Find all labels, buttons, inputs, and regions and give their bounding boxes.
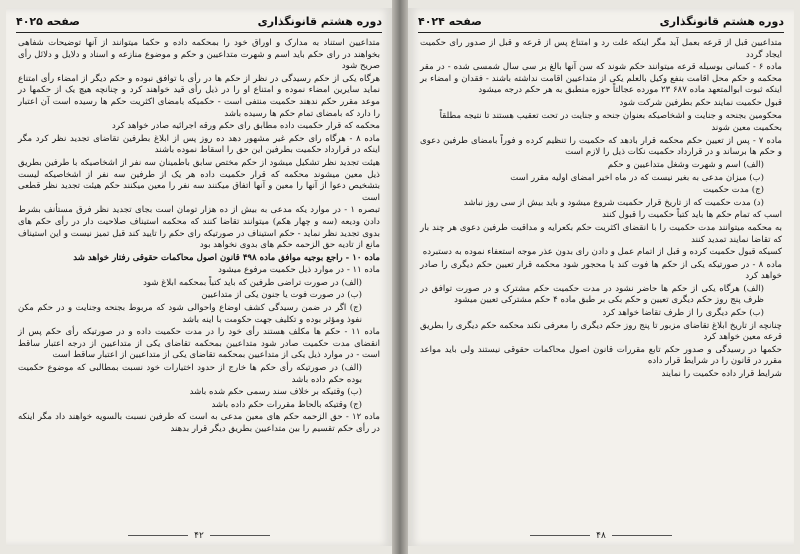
paragraph: به محکمه میتوانند مدت حکمیت را با انقضای اکثریت حکم بکعرایه و مداقیت طرفین دعوی هر چند بار که تقاضا نمایند تمدید کنند: [420, 222, 782, 245]
paragraph: ماده ۱۱ - در موارد ذیل حکمیت مرفوع میشود: [218, 265, 380, 276]
list-item: (ج) اگر در ضمن رسیدگی کشف اوضاع واحوالی شود که مربوط بجنحه وجنایت و در حکم مکن نفوذ ومؤثر بوده و تکلیف جهت حکومت با اینه باشد: [18, 303, 362, 325]
list-item: (الف) در صورت تراضی طرفین که باید کتباً بمحکمه ابلاغ شود: [143, 277, 362, 288]
list-item: (د) مدت حکمیت که از تاریخ قرار حکمیت شروع میشود و باید بیش از سی روز نباشد: [463, 197, 764, 208]
paragraph: شرایط قرار داده حکمیت را نمایند: [661, 369, 782, 380]
paragraph: تبصره ۱ - در موارد یکه مدعی به بیش از ده هزار تومان است بجای تجدید نظر فرق مستأنف بشرط دادن ودیعه (سه و چهار هکم) میتوانند تقاضا کنند که محکمه استیناف صلاحیت دار در رأی حکم های بدوی تجدید نظر نماید - حکم استیناف در صورتیکه رای حکم را تایید کند قبل تمیز نیست و این استیناف مانع از تادیه حق الزحمه حکم های بدوی نخواهد بود: [18, 205, 380, 251]
list-item: (ب) در صورت فوت یا جنون یکی از متداعیین: [201, 290, 362, 301]
left-header-rule: [16, 32, 382, 33]
article-heading: ماده ۱۰ - راجع بوجیه موافق ماده ۴۹۸ قانون اصول محاکمات حقوقی رفتار خواهد شد: [73, 252, 380, 263]
paragraph: ماده ۱۲ - حق الزحمه حکم های معین مدعی به است که طرفین نسبت بالسویه خواهند داد مگر اینکه در رأی حکم تقسیم را بین متداعیین بطریق دیگر قرار بدهند: [18, 412, 380, 434]
left-page-body: [18, 38, 380, 526]
paragraph: ماده ۸ - هرگاه رای حکم غیر مشهور دهد ده روز پس از ابلاغ بطرفین تقاضای تجدید نظر کرد مگر اینکه در قرارداد حکمیت بطرفین این حق را اسقاط نموده باشند: [18, 133, 380, 156]
paragraph: کسیکه قبول حکمیت کرده و قبل از اتمام عمل و دادن رای بدون عذر موجه استعفاء نموده به دستبرده: [422, 247, 782, 258]
list-item: (الف) در صورتیکه رأی حکم ها خارج از حدود اختیارات خود نسبت بمطالبی که موضوع حکمیت بوده حکم داده باشد: [18, 363, 362, 385]
left-page: [6, 8, 392, 546]
left-page-footer: ۴۲: [6, 530, 392, 542]
list-item: (ج) وقتیکه بالحاظ مقررات حکم داده باشد: [211, 399, 362, 410]
paragraph: متداعیین قبل از قرعه بعمل آید مگر اینکه علت رد و امتناع پس از قرعه و قبل از صدور رای حکمیت ایجاد گردد: [420, 38, 782, 60]
right-header-rule: [418, 32, 784, 33]
paragraph: اسب که تمام حکم ها باید کتباً حکمیت را قبول کنند: [602, 210, 782, 221]
list-item: (ب) وقتیکه بر خلاف سند رسمی حکم شده باشد: [189, 387, 362, 398]
right-page-body: [420, 38, 782, 526]
list-item: (ب) حکم دیگری را از طرف تقاضا خواهد کرد: [602, 308, 764, 319]
paragraph: متداعیین استناد به مدارک و اوراق خود را بمحکمه داده و حکما میتوانند از آنها توضیحات شفاهی بخواهند در رای حکم باید اسم و شهرت متداعیین و حکم و موضوع منازعه و اسناد و دلایل و دلائل رأی صریح شود: [18, 38, 380, 72]
paragraph: ماده ۷ - پس از تعیین حکم محکمه قرار بادهد که حکمیت را تنظیم کرده و فوراً بامضای طرفین دعوی و حکم ها برساند و در قرارداد حکمیت نکات ذیل را لازم است: [420, 135, 782, 158]
list-item: (ب) میزان مدعی به بغیر نیست که در ماه اخیر امضای اولیه مقرر است: [510, 172, 764, 183]
paragraph: ماده ۸ - در صورتیکه یکی از حکم ها فوت کند یا محجور شود محکمه قرار تعیین حکم دیگری را صادر خواهد کرد: [420, 259, 782, 282]
right-page-header: [418, 14, 784, 30]
right-header-title: دوره هشتم قانونگذاری: [659, 15, 784, 28]
left-header-page-number: صفحه ۴۰۲۵: [16, 15, 80, 28]
left-page-header: [16, 14, 382, 30]
right-page: [408, 8, 794, 546]
list-item: (الف) اسم و شهرت وشغل متداعیین و حکم: [607, 159, 764, 170]
list-item: (ج) مدت حکمیت: [703, 185, 764, 196]
right-header-page-number: صفحه ۴۰۲۴: [418, 15, 482, 28]
paragraph: هیئت تجدید نظر تشکیل میشود از حکم مختص سابق باطمینان سه نفر از اشخاصیکه با طرفین بطریق ذیل معین میشوند محکمه که قرار حکمیت داده هر یک از طرفین سه نفر از اشخاصیکه لیست بتشخیص دعوا از آنها را معین و آنها اتفاق میکنند سه نفر را معین میکنند حکم هیئت تجدید نظر قطعی است: [18, 157, 380, 203]
paragraph: بحکمیت معین شوند: [711, 123, 782, 134]
paragraph: ماده ۱۱ - حکم ها مکلف هستند رأی خود را در مدت حکمیت داده و در صورتیکه رأی حکم پس از انقضای مدت حکمیت صادر شود متداعیین بمحکمه تقاضای یکی از متداعیین از درجه اعتبار ساقط است - در موارد ذیل یکی از متداعیین بمحکمه تقاضای یکی از متداعیین از اعتبار ساقط است: [18, 327, 380, 361]
left-header-title: دوره هشتم قانونگذاری: [257, 15, 382, 28]
paragraph: محکومین بجنحه و جنایت و اشخاصیکه بعنوان جنحه و جنایت در تحت تعقیب هستند تا نتیجه مطلقاً: [439, 110, 782, 121]
book-gutter: [392, 0, 408, 554]
right-page-footer: ۴۸: [408, 530, 794, 542]
paragraph: ماده ۶ - کسانی بوسیله قرعه میتوانند حکم شوند که سن آنها بالغ بر سی سال شمسی شده - در مقر محکمه و حکم محل اقامت بنفع وکیل بالعلم یکی از متداعیین اقامت نداشته باشند - فقدان و امضاء بر اینکه ثبوت ابوالمتعهد ماده ۶۸۷ ۲۳ مورده عجالتاً حوزه منطبق به هر حکم درجه میشود: [420, 62, 782, 96]
paragraph: قبول حکمیت نمایند حکم بطرفین شرکت شود: [619, 97, 782, 108]
paragraph: محکمه که قرار حکمیت داده مطابق رای حکم ورقه اجرائیه صادر خواهد کرد: [112, 121, 380, 132]
paragraph: چنانچه از تاریخ ابلاغ تقاضای مزبور تا پنج روز حکم دیگری را معرفی نکند محکمه حکم دیگری را بطریق قرعه معین خواهد کرد: [420, 320, 782, 343]
list-item: (الف) هرگاه یکی از حکم ها حاضر نشود در مدت حکمیت حکم مشترک و در صورت توافق در ظرف پنج روز حکم دیگری تعیین و حکم بکی بر طبق ماده ۴ حکم مشترکی تعیین میشود: [420, 283, 764, 306]
paragraph: هرگاه یکی از حکم رسیدگی در نظر از حکم ها در رأی با توافق نبوده و حکم دیگر از امضاء رأی امتناع نماید سایرین امضاء نموده و امتناع او را در ذیل رأی قید خواهند کرد و چنانچه هیچ یک از حکمها در موعد مقرر حکم ندهند حکمیت منتفی است - حکمیکه بامضای اکثریت حکم ها رسیده است آن اعتبار را دارد که بامضای تمام حکم ها رسیده باشد: [18, 73, 380, 119]
paragraph: حکمها در رسیدگی و صدور حکم تابع مقررات قانون اصول محاکمات حقوقی نیستند ولی باید مواعد مقرر در قانون را در شرایط قرار داده: [420, 344, 782, 367]
